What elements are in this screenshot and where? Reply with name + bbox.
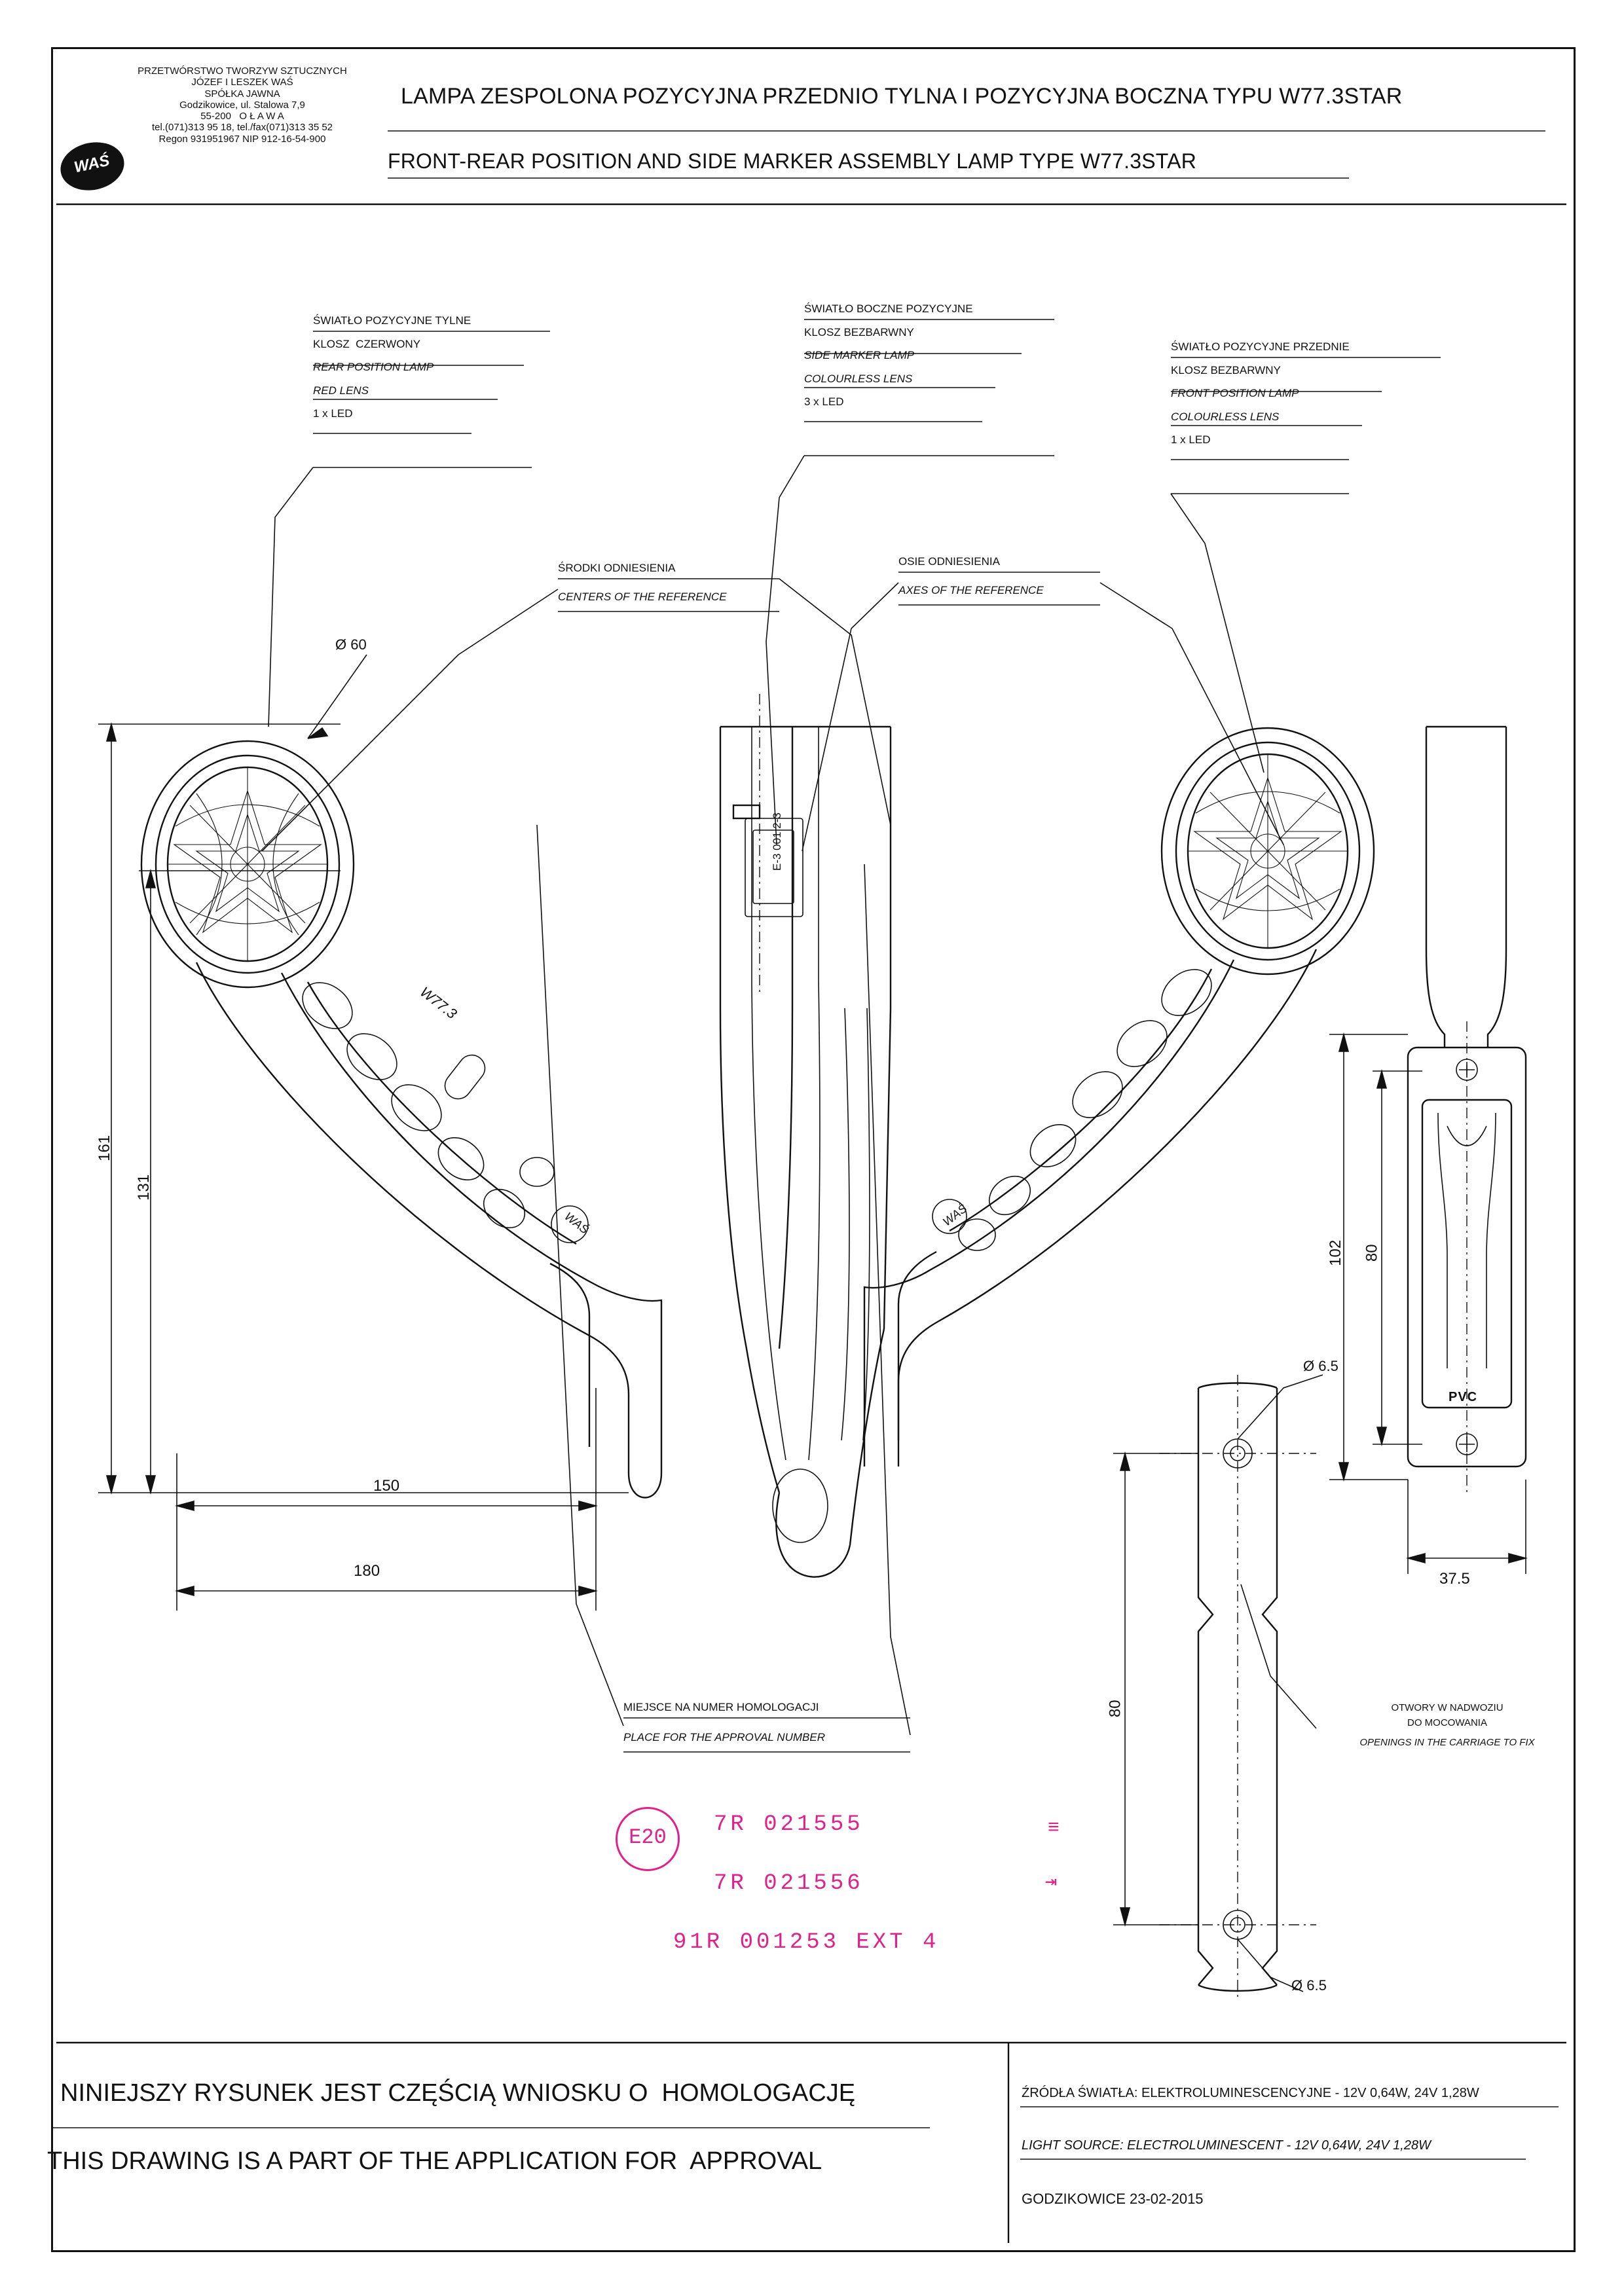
company-line-1: PRZETWÓRSTWO TWORZYW SZTUCZNYCH [138, 65, 347, 77]
callout-axes-pl: OSIE ODNIESIENIA [898, 555, 1000, 568]
dim-180: 180 [354, 1562, 380, 1580]
callout-side-l1: ŚWIATŁO BOCZNE POZYCYJNE [804, 302, 973, 315]
dim-131: 131 [135, 1174, 153, 1201]
dim-80-right: 80 [1363, 1244, 1381, 1262]
footer-place-date: GODZIKOWICE 23-02-2015 [1022, 2191, 1204, 2207]
svg-text:W77.3: W77.3 [416, 983, 460, 1023]
dim-150: 150 [373, 1477, 400, 1495]
company-line-5: 55-200 O Ł A W A [200, 111, 284, 122]
dim-dia-60: Ø 60 [335, 636, 367, 653]
side-label-text: E-3 001 2-3 [771, 812, 783, 871]
company-line-2: JÓZEF I LESZEK WAŚ [191, 77, 293, 88]
was-body-badge-right: WAŚ [940, 1201, 970, 1229]
pvc-mark-text: PVC [1449, 1390, 1478, 1404]
stamp-row-1: 7R 021555 [714, 1812, 864, 1837]
was-logo-text: WAŚ [72, 151, 111, 177]
callout-rear-l2: KLOSZ CZERWONY [313, 337, 421, 350]
company-line-3: SPÓŁKA JAWNA [204, 88, 280, 100]
callout-side-l3: SIDE MARKER LAMP [804, 349, 915, 362]
dim-dia-65-bottom: Ø 6.5 [1291, 1977, 1327, 1994]
callout-rear-l3: REAR POSITION LAMP [313, 361, 434, 374]
dim-dia-65-top: Ø 6.5 [1303, 1358, 1338, 1374]
callout-centers-pl: ŚRODKI ODNIESIENIA [558, 562, 676, 574]
stamp-mark-tick: ≡ [1048, 1817, 1060, 1840]
footer-light-source-en: LIGHT SOURCE: ELECTROLUMINESCENT - 12V 0,64W, 24V 1,28W [1022, 2138, 1431, 2153]
title-pl: LAMPA ZESPOLONA POZYCYJNA PRZEDNIO TYLNA I POZYCYJNA BOCZNA TYPU W77.3STAR [401, 84, 1403, 109]
callout-front-l5: 1 x LED [1171, 433, 1211, 446]
callout-front-l3: FRONT POSITION LAMP [1171, 387, 1299, 400]
e-mark-stamp [616, 1807, 680, 1871]
callout-axes-en: AXES OF THE REFERENCE [898, 583, 1044, 596]
dim-102: 102 [1327, 1239, 1345, 1266]
e-mark-text: E20 [629, 1825, 667, 1850]
callout-openings-l1: OTWORY W NADWOZIU [1391, 1702, 1504, 1713]
callout-rear-l5: 1 x LED [313, 407, 353, 420]
company-line-4: Godzikowice, ul. Stalowa 7,9 [179, 99, 305, 111]
stamp-row-2: 7R 021556 [714, 1871, 864, 1896]
stamp-mark-arrow: ⇥ [1045, 1872, 1058, 1894]
dim-161: 161 [96, 1135, 114, 1161]
dim-80-holes: 80 [1106, 1700, 1124, 1718]
callout-openings-l2: DO MOCOWANIA [1407, 1717, 1487, 1729]
stamp-row-3: 91R 001253 EXT 4 [673, 1930, 940, 1955]
dim-37-5: 37.5 [1439, 1570, 1470, 1588]
was-body-badge-left: WAŚ [562, 1209, 591, 1237]
callout-front-l2: KLOSZ BEZBARWNY [1171, 363, 1281, 376]
callout-side-l5: 3 x LED [804, 395, 844, 409]
footer-light-source-pl: ŹRÓDŁA ŚWIATŁA: ELEKTROLUMINESCENCYJNE - 12V 0,64W, 24V 1,28W [1022, 2086, 1479, 2100]
footer-statement-en: THIS DRAWING IS A PART OF THE APPLICATION FOR APPROVAL [47, 2147, 822, 2175]
title-en: FRONT-REAR POSITION AND SIDE MARKER ASSEMBLY LAMP TYPE W77.3STAR [388, 149, 1197, 173]
callout-rear-l4: RED LENS [313, 384, 369, 397]
company-line-6: tel.(071)313 95 18, tel./fax(071)313 35 52 [151, 122, 333, 134]
callout-side-l2: KLOSZ BEZBARWNY [804, 325, 914, 338]
company-line-7: Regon 931951967 NIP 912-16-54-900 [158, 133, 326, 145]
callout-side-l4: COLOURLESS LENS [804, 372, 913, 385]
footer-statement-pl: NINIEJSZY RYSUNEK JEST CZĘŚCIĄ WNIOSKU O HOMOLOGACJĘ [60, 2079, 856, 2107]
callout-front-l4: COLOURLESS LENS [1171, 410, 1280, 423]
callout-approval-en: PLACE FOR THE APPROVAL NUMBER [623, 1730, 825, 1743]
callout-rear-l1: ŚWIATŁO POZYCYJNE TYLNE [313, 314, 471, 327]
callout-openings-l3: OPENINGS IN THE CARRIAGE TO FIX [1359, 1736, 1535, 1748]
callout-front-l1: ŚWIATŁO POZYCYJNE PRZEDNIE [1171, 340, 1350, 353]
callout-centers-en: CENTERS OF THE REFERENCE [558, 590, 727, 603]
callout-approval-pl: MIEJSCE NA NUMER HOMOLOGACJI [623, 1701, 819, 1713]
